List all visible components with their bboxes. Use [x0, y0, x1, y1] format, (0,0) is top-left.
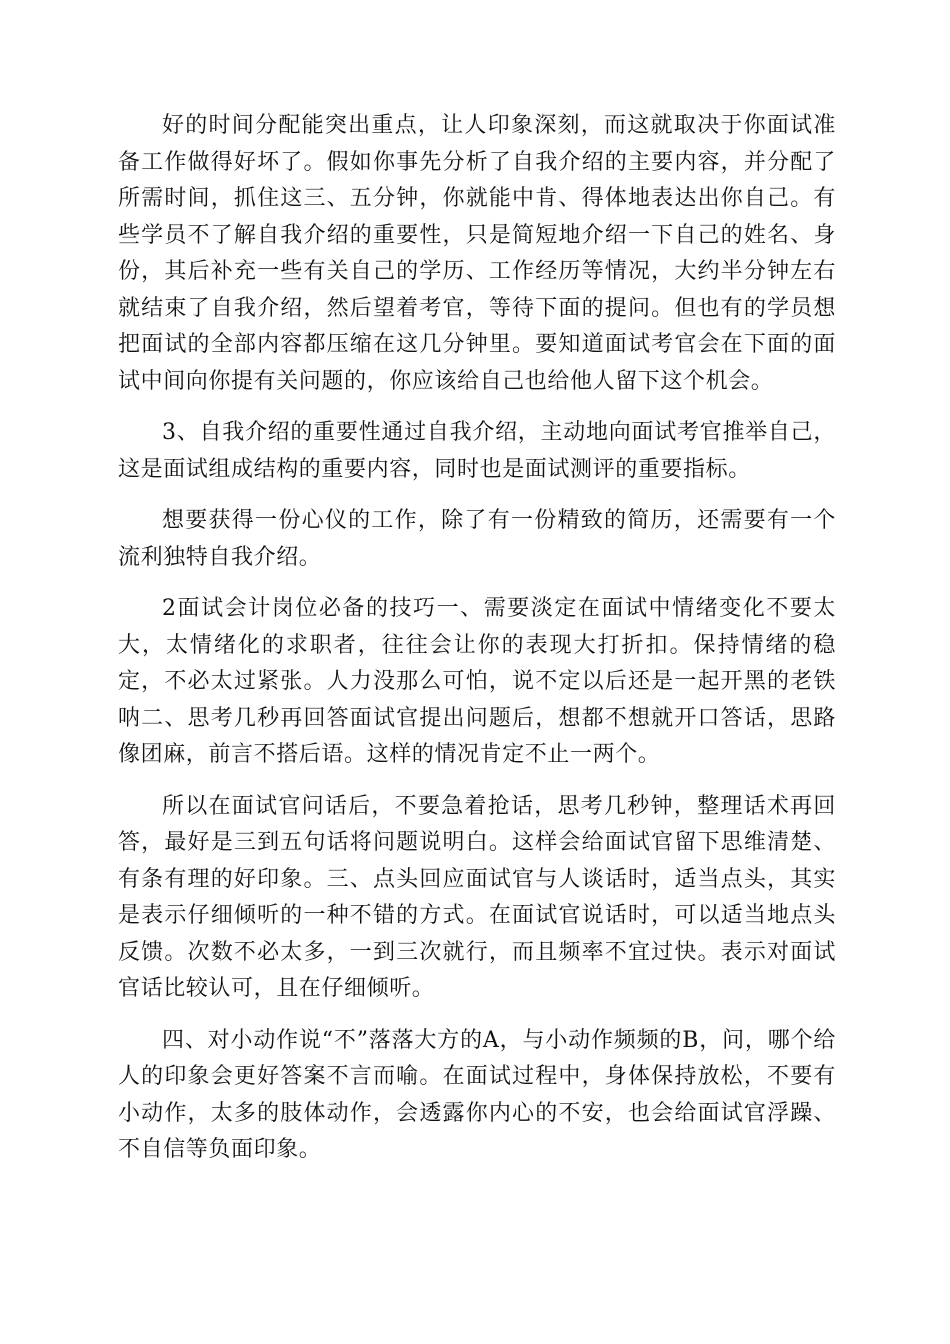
document-body	[118, 108, 836, 1184]
paragraph-time-allocation: 好的时间分配能突出重点，让人印象深刻，而这就取决于你面试准备工作做得好坏了。假如你事先分析了自我介绍的主要内容，并分配了所需时间，抓住这三、五分钟，你就能中肯、得体地表达出你自己。有些学员不了解自我介绍的重要性，只是简短地介绍一下自己的姓名、身份，其后补充一些有关自己的学历、工作经历等情况，大约半分钟左右就结束了自我介绍，然后望着考官，等待下面的提问。但也有的学员想把面试的全部内容都压缩在这几分钟里。要知道面试考官会在下面的面试中间向你提有关问题的，你应该给自己也给他人留下这个机会。	[118, 113, 836, 394]
paragraph-small-gestures: 四、对小动作说“不”落落大方的A，与小动作频频的B，问，哪个给人的印象会更好答案不言而喻。在面试过程中，身体保持放松，不要有小动作，太多的肢体动作，会透露你内心的不安，也会给面试官浮躁、不自信等负面印象。	[118, 1027, 836, 1162]
paragraph-ideal-job: 想要获得一份心仪的工作，除了有一份精致的简历，还需要有一个流利独特自我介绍。	[118, 508, 836, 570]
paragraph-interview-skills: 2面试会计岗位必备的技巧一、需要淡定在面试中情绪变化不要太大，太情绪化的求职者，往往会让你的表现大打折扣。保持情绪的稳定，不必太过紧张。人力没那么可怕，说不定以后还是一起开黑的老铁呐二、思考几秒再回答面试官提出问题后，想都不想就开口答话，思路像团麻，前言不搭后语。这样的情况肯定不止一两个。	[118, 596, 836, 767]
paragraph-self-intro-importance: 3、自我介绍的重要性通过自我介绍，主动地向面试考官推举自己，这是面试组成结构的重要内容，同时也是面试测评的重要指标。	[118, 420, 836, 482]
paragraph-think-before-answer: 所以在面试官问话后，不要急着抢话，思考几秒钟，整理话术再回答，最好是三到五句话将问题说明白。这样会给面试官留下思维清楚、有条有理的好印象。三、点头回应面试官与人谈话时，适当点头，其实是表示仔细倾听的一种不错的方式。在面试官说话时，可以适当地点头反馈。次数不必太多，一到三次就行，而且频率不宜过快。表示对面试官话比较认可，且在仔细倾听。	[118, 793, 836, 1001]
